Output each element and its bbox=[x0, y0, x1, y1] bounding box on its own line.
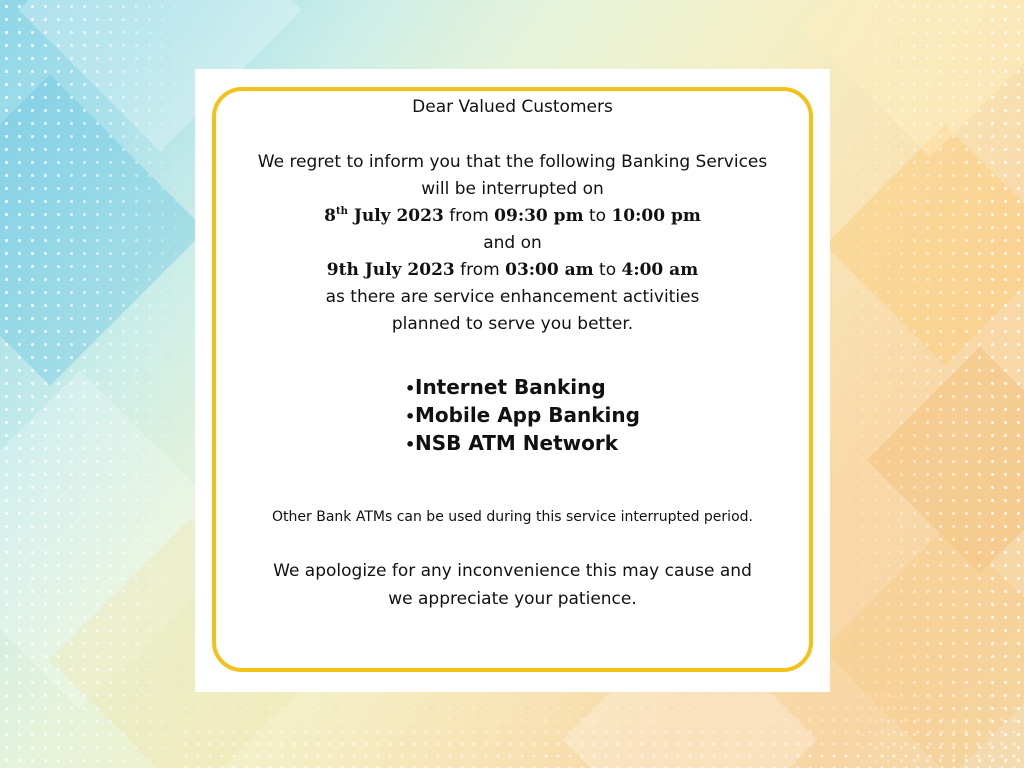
from-word: from bbox=[443, 206, 495, 226]
intro-line: will be interrupted on bbox=[421, 179, 604, 199]
list-item bbox=[405, 402, 640, 430]
start-time: 09:30 pm bbox=[494, 206, 584, 226]
end-time: 4:00 am bbox=[621, 260, 699, 280]
schedule-line-1 bbox=[195, 203, 830, 230]
apology-line: We apologize for any inconvenience this may cause and bbox=[273, 561, 752, 581]
schedule-day: 8 bbox=[324, 206, 337, 226]
to-word: to bbox=[593, 260, 622, 280]
dot-pattern-right bbox=[830, 0, 1024, 768]
to-word: to bbox=[583, 206, 612, 226]
dot-pattern-left bbox=[0, 0, 200, 768]
greeting: Dear Valued Customers bbox=[412, 97, 613, 117]
affected-services-list bbox=[405, 374, 640, 458]
intro-line: We regret to inform you that the following Banking Services bbox=[257, 152, 768, 172]
apology-line: we appreciate your patience. bbox=[388, 589, 637, 609]
service-label: NSB ATM Network bbox=[415, 431, 619, 455]
and-on: and on bbox=[483, 233, 542, 253]
schedule-date: 9th July 2023 bbox=[326, 260, 455, 280]
from-word: from bbox=[454, 260, 506, 280]
end-time: 10:00 pm bbox=[611, 206, 701, 226]
interruption-message bbox=[195, 149, 830, 338]
day-suffix: th bbox=[336, 206, 348, 217]
bullet-icon: • bbox=[405, 435, 416, 454]
list-item bbox=[405, 430, 640, 458]
list-item bbox=[405, 374, 640, 402]
reason-line: planned to serve you better. bbox=[391, 314, 634, 334]
start-time: 03:00 am bbox=[505, 260, 594, 280]
service-label: Mobile App Banking bbox=[415, 403, 640, 427]
apology-message bbox=[195, 557, 830, 613]
schedule-line-2 bbox=[195, 257, 830, 284]
schedule-month-year: July 2023 bbox=[347, 206, 444, 226]
bullet-icon: • bbox=[405, 407, 416, 426]
notice-card bbox=[195, 69, 830, 692]
reason-line: as there are service enhancement activities bbox=[325, 287, 700, 307]
dot-pattern-bottom bbox=[180, 690, 1024, 768]
atm-note: Other Bank ATMs can be used during this service interrupted period. bbox=[272, 509, 753, 525]
service-label: Internet Banking bbox=[415, 375, 606, 399]
bullet-icon: • bbox=[405, 379, 416, 398]
